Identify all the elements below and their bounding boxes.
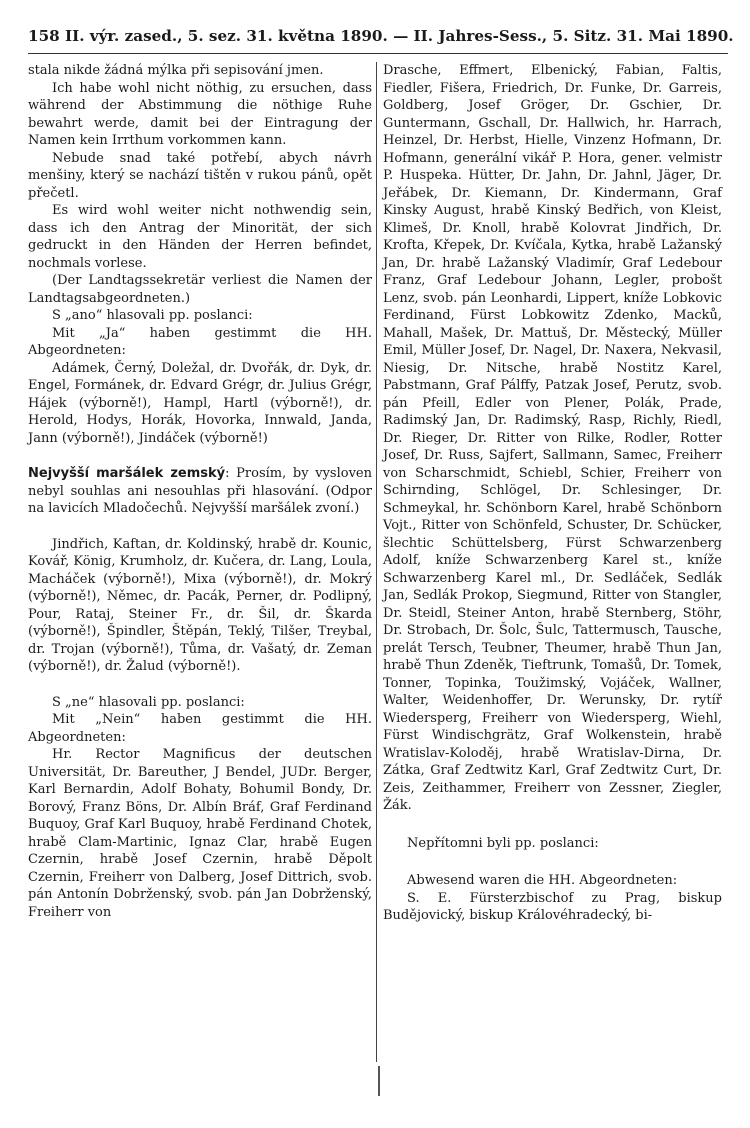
- page-header: 158 II. výr. zased., 5. sez. 31. května 1890. — II. Jahres-Sess., 5. Sitz. 31. Mai 1890.: [28, 27, 734, 45]
- left-column: [28, 62, 372, 921]
- spacer: [28, 518, 372, 536]
- paragraph: Drasche, Effmert, Elbenický, Fabian, Faltis, Fiedler, Fišera, Friedrich, Dr. Funke, Dr. Garreis, Goldberg, Josef Gröger, Dr. Gschier, Dr. Guntermann, Gschall, Dr. Hallwich, hr. Harrach, Heinzel, Dr. Herbst, Hielle, Vinzenz Hofmann, Dr. Hofmann, generální vikář P. Hora, gener. velmistr P. Huspeka. Hütter, Dr. Jahn, Dr. Jahnl, Jäger, Dr. Jeřábek, Dr. Kiemann, Dr. Kindermann, Graf Kinsky August, hrabě Kinský Bedřich, von Kleist, Klimeš, Dr. Knoll, hrabě Kolovrat Jindřich, Dr. Krofta, Křepek, Dr. Kvíčala, Kytka, hrabě Lažanský Jan, Dr. hrabě Lažanský Vladimír, Graf Ledebour Franz, Graf Ledebour Johann, Legler, probošt Lenz, svob. pán Leonhardi, Lippert, kníže Lobkovic Ferdinand, Fürst Lobkowitz Zdenko, Macků, Mahall, Mašek, Dr. Mattuš, Dr. Městecký, Müller Emil, Müller Josef, Dr. Nagel, Dr. Naxera, Nekvasil, Niesig, Dr. Nitsche, hrabě Nostitz Karel, Pabstmann, Graf Pálffy, Patzak Josef, Perutz, svob. pán Pfeill, Edler von Plener, Polák, Prade, Radimský Jan, Dr. Radimský, Rasp, Richly, Riedl, Dr. Rieger, Dr. Ritter von Rilke, Rodler, Rotter Josef, Dr. Russ, Sajfert, Sallmann, Samec, Freiherr von Scharschmidt, Schiebl, Schier, Freiherr von Schirnding, Schlögel, Dr. Schlesinger, Dr. Schmeykal, hr. Schönborn Karel, hrabě Schönborn Vojt., Ritter von Schönfeld, Schuster, Dr. Schücker, šlechtic Schüttelsberg, Fürst Schwarzenberg Adolf, kníže Schwarzenberg Karel st., kníže Schwarzenberg Karel ml., Dr. Sedláček, Sedlák Jan, Sedlák Prokop, Siegmund, Ritter von Stangler, Dr. Steidl, Steiner Anton, hrabě Sternberg, Stöhr, Dr. Strobach, Dr. Šolc, Šulc, Tattermusch, Tausche, prelát Tersch, Teubner, Theumer, hrabě Thun Jan, hrabě Thun Zdeněk, Tieftrunk, Tomašů, Dr. Tomek, Tonner, Topinka, Toužimský, Vojáček, Wallner, Walter, Weidenhoffer, Dr. Werunsky, Dr. rytíř Wiedersperg, Freiherr von Wiedersperg, Wiehl, Fürst Windischgrätz, Graf Wolkenstein, hrabě Wratislav-Koloděj, hrabě Wratislav-Dirna, Dr. Zátka, Graf Zedtwitz Karl, Graf Zedtwitz Curt, Dr. Zeis, Zeithammer, Freiherr von Zessner, Ziegler, Žák.: [383, 63, 722, 813]
- spacer: [383, 815, 722, 835]
- marshal-paragraph: [28, 465, 372, 518]
- speaker-text: : Prosím, by vysloven nebyl souhlas ani nesouhlas při hlasování. (Odpor na lavicích Mladočechů. Nejvyšší maršálek zvoní.): [28, 466, 372, 516]
- paragraph: Ich habe wohl nicht nöthig, zu ersuchen, dass während der Abstimmung die nöthige Ruhe bewahrt werde, damit bei der Eintragung der Namen kein Irrthum vorkommen kann.: [28, 80, 372, 148]
- column-divider: [376, 62, 377, 1062]
- paragraph: S. E. Fürsterzbischof zu Prag, biskup Budějovický, biskup Královéhradecký, bi-: [383, 890, 722, 923]
- paragraph: Es wird wohl weiter nicht nothwendig sein, dass ich den Antrag der Minorität, der sich gedruckt in den Händen der Herren befindet, nochmals vorlese.: [28, 203, 372, 271]
- paragraph: Mit „Nein“ haben gestimmt die HH. Abgeordneten:: [28, 712, 372, 745]
- right-column: [383, 62, 722, 925]
- paragraph: stala nikde žádná mýlka při sepisování jmen.: [28, 63, 324, 78]
- paragraph: Nepřítomni byli pp. poslanci:: [407, 835, 599, 851]
- paragraph: Hr. Rector Magnificus der deutschen Universität, Dr. Bareuther, J Bendel, JUDr. Berger, Karl Bernardin, Adolf Bohaty, Bohumil Bondy, Dr. Borový, Franz Böns, Dr. Albín Bráf, Graf Ferdinand Buquoy, Graf Karl Buquoy, hrabě Ferdinand Chotek, hrabě Clam-Martinic, Ignaz Clar, hrabě Eugen Czernin, hrabě Josef Czernin, hrabě Děpolt Czernin, Freiherr von Dalberg, Josef Dittrich, svob. pán Antonín Dobrženský, svob. pán Jan Dobrženský, Freiherr von: [28, 747, 372, 920]
- spacer: [383, 852, 722, 872]
- paragraph: Jindřich, Kaftan, dr. Koldinský, hrabě dr. Kounic, Kovář, König, Krumholz, dr. Kučera, dr. Lang, Loula, Macháček (výborně!), Mixa (výborně!), dr. Mokrý (výborně!), Němec, dr. Pacák, Perner, dr. Podlipný, Pour, Rataj, Steiner Fr., dr. Šil, dr. Škarda (výborně!), Špindler, Štěpán, Teklý, Tilšer, Treybal, dr. Trojan (výborně!), Tůma, dr. Vašatý, dr. Zeman (výborně!), dr. Žalud (výborně!).: [28, 536, 372, 674]
- paragraph: Adámek, Černý, Doležal, dr. Dvořák, dr. Dyk, dr. Engel, Formánek, dr. Edvard Grégr, dr. Julius Grégr, Hájek (výborně!), Hampl, Hartl (výborně!), dr. Herold, Hodys, Horák, Hovorka, Innwald, Janda, Jann (výborně!), Jindáček (výborně!): [28, 360, 372, 446]
- bottom-mark: [378, 1066, 380, 1096]
- header-rule: [28, 53, 728, 54]
- paragraph: S „ano“ hlasovali pp. poslanci:: [52, 308, 253, 323]
- paragraph: (Der Landtagssekretär verliest die Namen der Landtagsabgeordneten.): [28, 273, 372, 306]
- paragraph: Mit „Ja“ haben gestimmt die HH. Abgeordneten:: [28, 325, 372, 358]
- speaker-label: Nejvyšší maršálek zemský: [28, 466, 226, 481]
- paragraph: S „ne“ hlasovali pp. poslanci:: [52, 694, 245, 710]
- paragraph: Nebude snad také potřebí, abych návrh menšiny, který se nachází tištěn v rukou pánů, opět přečetl.: [28, 150, 372, 201]
- paragraph: Abwesend waren die HH. Abgeordneten:: [407, 873, 678, 888]
- spacer: [28, 676, 372, 694]
- spacer: [28, 447, 372, 465]
